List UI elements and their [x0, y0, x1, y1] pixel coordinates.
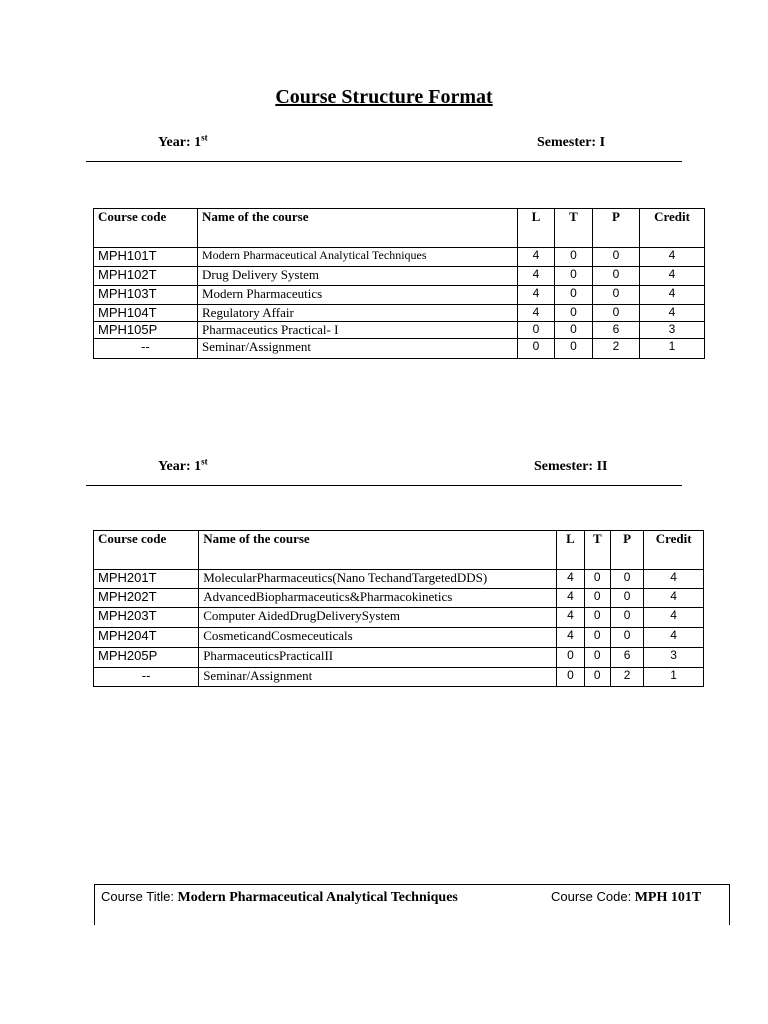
course-code-value: MPH 101T [634, 890, 702, 905]
table-row [94, 305, 705, 322]
practical-hours: 0 [610, 628, 643, 648]
course-code: MPH203T [94, 608, 199, 628]
credit-value: 4 [640, 305, 705, 322]
course-table-1 [93, 208, 705, 359]
practical-hours: 2 [593, 339, 640, 359]
header-l: L [518, 209, 555, 248]
course-name: Modern Pharmaceutics [198, 286, 518, 305]
table-row [94, 570, 704, 589]
course-code: MPH101T [94, 248, 198, 267]
course-name: Seminar/Assignment [198, 339, 518, 359]
lecture-hours: 4 [518, 305, 555, 322]
header-t: T [555, 209, 593, 248]
course-name: AdvancedBiopharmaceutics&Pharmacokinetics [199, 589, 557, 608]
tutorial-hours: 0 [584, 589, 610, 608]
year-label: Year: 1st [158, 456, 208, 474]
year-semester-line-2 [86, 457, 682, 486]
practical-hours: 0 [593, 305, 640, 322]
course-code: MPH103T [94, 286, 198, 305]
header-p: P [593, 209, 640, 248]
table-header-row [94, 531, 704, 570]
credit-value: 4 [640, 248, 705, 267]
course-name: Pharmaceutics Practical- I [198, 322, 518, 339]
lecture-hours: 0 [557, 648, 584, 668]
course-title [101, 889, 458, 906]
credit-value: 4 [644, 589, 704, 608]
course-name: PharmaceuticsPracticalII [199, 648, 557, 668]
table-row [94, 322, 705, 339]
table-row [94, 267, 705, 286]
table-row [94, 608, 704, 628]
header-course-code: Course code [94, 209, 198, 248]
practical-hours: 0 [593, 248, 640, 267]
lecture-hours: 4 [518, 248, 555, 267]
practical-hours: 6 [593, 322, 640, 339]
practical-hours: 0 [593, 286, 640, 305]
course-title-value: Modern Pharmaceutical Analytical Techniques [177, 890, 458, 905]
lecture-hours: 0 [518, 322, 555, 339]
table-row [94, 589, 704, 608]
credit-value: 4 [644, 570, 704, 589]
tutorial-hours: 0 [584, 648, 610, 668]
header-l: L [557, 531, 584, 570]
practical-hours: 6 [610, 648, 643, 668]
credit-value: 1 [644, 668, 704, 687]
page-title: Course Structure Format [275, 86, 493, 108]
practical-hours: 2 [610, 668, 643, 687]
course-code-label: Course Code: [551, 889, 632, 904]
lecture-hours: 4 [557, 570, 584, 589]
lecture-hours: 4 [518, 286, 555, 305]
tutorial-hours: 0 [584, 668, 610, 687]
lecture-hours: 4 [557, 628, 584, 648]
course-code: MPH202T [94, 589, 199, 608]
tutorial-hours: 0 [584, 608, 610, 628]
course-code: MPH105P [94, 322, 198, 339]
practical-hours: 0 [610, 589, 643, 608]
course-name: Seminar/Assignment [199, 668, 557, 687]
course-table-2 [93, 530, 704, 687]
tutorial-hours: 0 [584, 628, 610, 648]
credit-value: 4 [644, 628, 704, 648]
tutorial-hours: 0 [555, 286, 593, 305]
header-course-code: Course code [94, 531, 199, 570]
course-title-box [94, 884, 730, 925]
course-name: MolecularPharmaceutics(Nano TechandTargetedDDS) [199, 570, 557, 589]
practical-hours: 0 [610, 570, 643, 589]
course-name: Regulatory Affair [198, 305, 518, 322]
tutorial-hours: 0 [555, 248, 593, 267]
course-name: CosmeticandCosmeceuticals [199, 628, 557, 648]
year-label: Year: 1st [158, 132, 208, 150]
header-course-name: Name of the course [199, 531, 557, 570]
course-code: MPH104T [94, 305, 198, 322]
course-code: -- [94, 339, 198, 359]
lecture-hours: 4 [557, 589, 584, 608]
lecture-hours: 0 [557, 668, 584, 687]
header-credit: Credit [644, 531, 704, 570]
table-row [94, 248, 705, 267]
header-p: P [610, 531, 643, 570]
course-code: MPH205P [94, 648, 199, 668]
course-code: MPH102T [94, 267, 198, 286]
lecture-hours: 0 [518, 339, 555, 359]
table-row [94, 648, 704, 668]
course-name: Modern Pharmaceutical Analytical Techniques [198, 248, 518, 267]
lecture-hours: 4 [557, 608, 584, 628]
year-semester-line-1 [86, 133, 682, 162]
course-name: Drug Delivery System [198, 267, 518, 286]
header-t: T [584, 531, 610, 570]
semester-label: Semester: I [537, 135, 606, 150]
credit-value: 4 [640, 267, 705, 286]
credit-value: 3 [640, 322, 705, 339]
lecture-hours: 4 [518, 267, 555, 286]
practical-hours: 0 [593, 267, 640, 286]
tutorial-hours: 0 [555, 305, 593, 322]
header-course-name: Name of the course [198, 209, 518, 248]
course-code: -- [94, 668, 199, 687]
tutorial-hours: 0 [584, 570, 610, 589]
tutorial-hours: 0 [555, 322, 593, 339]
tutorial-hours: 0 [555, 267, 593, 286]
tutorial-hours: 0 [555, 339, 593, 359]
semester-label: Semester: II [534, 459, 608, 474]
course-code-block [551, 889, 701, 906]
course-code: MPH204T [94, 628, 199, 648]
table-row [94, 339, 705, 359]
table-row [94, 286, 705, 305]
table-row [94, 668, 704, 687]
course-name: Computer AidedDrugDeliverySystem [199, 608, 557, 628]
course-title-label: Course Title: [101, 889, 174, 904]
credit-value: 1 [640, 339, 705, 359]
table-header-row [94, 209, 705, 248]
credit-value: 4 [644, 608, 704, 628]
credit-value: 4 [640, 286, 705, 305]
credit-value: 3 [644, 648, 704, 668]
header-credit: Credit [640, 209, 705, 248]
practical-hours: 0 [610, 608, 643, 628]
table-row [94, 628, 704, 648]
course-code: MPH201T [94, 570, 199, 589]
